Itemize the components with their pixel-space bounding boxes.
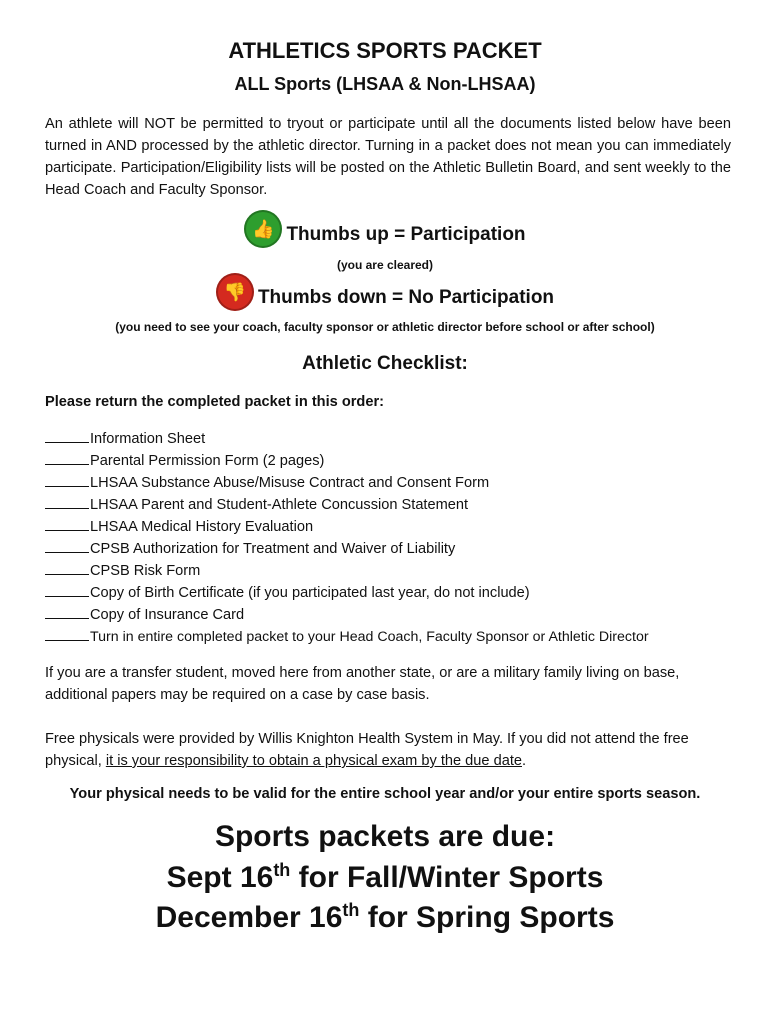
list-item xyxy=(45,472,745,494)
list-item-label: Turn in entire completed packet to your Head Coach, Faculty Sponsor or Athletic Director xyxy=(90,629,649,645)
list-item-label: CPSB Authorization for Treatment and Waiver of Liability xyxy=(90,541,456,557)
physicals-text: Free physicals were provided by Willis Knighton Health System in May. If you did not attend the free physical, xyxy=(45,731,689,769)
list-item xyxy=(45,450,745,472)
list-item-label: Copy of Birth Certificate (if you participated last year, do not include) xyxy=(90,585,530,601)
list-item-label: Copy of Insurance Card xyxy=(90,607,245,623)
due-spring-text: for Spring Sports xyxy=(359,901,615,934)
checkbox-blank xyxy=(45,604,89,619)
page-title: ATHLETICS SPORTS PACKET xyxy=(228,38,542,63)
thumbs-down-label: Thumbs down = No Participation xyxy=(257,287,555,308)
list-item xyxy=(45,626,745,648)
checkbox-blank xyxy=(45,428,89,443)
due-spring-sup: th xyxy=(342,900,360,920)
checkbox-blank xyxy=(45,560,89,575)
thumbs-up-note: (you are cleared) xyxy=(336,258,434,272)
list-item-label: CPSB Risk Form xyxy=(90,563,201,579)
list-item xyxy=(45,516,745,538)
due-spring xyxy=(0,901,770,935)
physicals-paragraph xyxy=(45,728,731,772)
checklist xyxy=(45,428,745,648)
due-spring-date: December 16 xyxy=(155,901,343,934)
due-fall-date: Sept 16 xyxy=(166,861,274,894)
due-fall-text: for Fall/Winter Sports xyxy=(290,861,604,894)
checkbox-blank xyxy=(45,582,89,597)
due-fall xyxy=(0,861,770,895)
checkbox-blank xyxy=(45,494,89,509)
list-item xyxy=(45,582,745,604)
checkbox-blank xyxy=(45,538,89,553)
checkbox-blank xyxy=(45,626,89,641)
checkbox-blank xyxy=(45,516,89,531)
intro-paragraph: An athlete will NOT be permitted to tryout or participate until all the documents listed below have been turned in AND processed by the athletic director. Turning in a packet does not mean you can immediately participate. Participation/Eligibility lists will be posted on the Athletic Bulletin Board, and sent weekly to the Head Coach and Faculty Sponsor. xyxy=(45,116,731,198)
thumbs-down-note: (you need to see your coach, faculty sponsor or athletic director before school or after school) xyxy=(115,320,655,334)
thumbs-up-legend xyxy=(0,210,770,248)
checklist-title: Athletic Checklist: xyxy=(302,353,468,374)
thumbs-down-icon: 👎 xyxy=(216,273,254,311)
thumbs-down-legend xyxy=(0,273,770,311)
list-item xyxy=(45,494,745,516)
list-item-label: LHSAA Substance Abuse/Misuse Contract and Consent Form xyxy=(90,475,490,491)
checkbox-blank xyxy=(45,450,89,465)
list-item xyxy=(45,560,745,582)
list-item-label: Information Sheet xyxy=(90,431,206,447)
physical-valid-note: Your physical needs to be valid for the entire school year and/or your entire sports season. xyxy=(69,786,701,802)
physicals-underlined: it is your responsibility to obtain a physical exam by the due date xyxy=(105,753,522,769)
physicals-end: . xyxy=(522,753,527,769)
list-item-label: LHSAA Medical History Evaluation xyxy=(90,519,314,535)
thumbs-up-label: Thumbs up = Participation xyxy=(286,224,526,245)
list-item-label: LHSAA Parent and Student-Athlete Concussion Statement xyxy=(90,497,469,513)
thumbs-up-icon: 👍 xyxy=(244,210,282,248)
due-fall-sup: th xyxy=(273,860,291,880)
transfer-note: If you are a transfer student, moved here from another state, or are a military family living on base, additional papers may be required on a case by case basis. xyxy=(45,665,680,703)
page-subtitle: ALL Sports (LHSAA & Non-LHSAA) xyxy=(234,74,536,94)
list-item xyxy=(45,538,745,560)
checkbox-blank xyxy=(45,472,89,487)
due-heading: Sports packets are due: xyxy=(214,820,556,853)
checklist-instruction: Please return the completed packet in this order: xyxy=(45,394,384,410)
list-item-label: Parental Permission Form (2 pages) xyxy=(90,453,325,469)
list-item xyxy=(45,428,745,450)
list-item xyxy=(45,604,745,626)
